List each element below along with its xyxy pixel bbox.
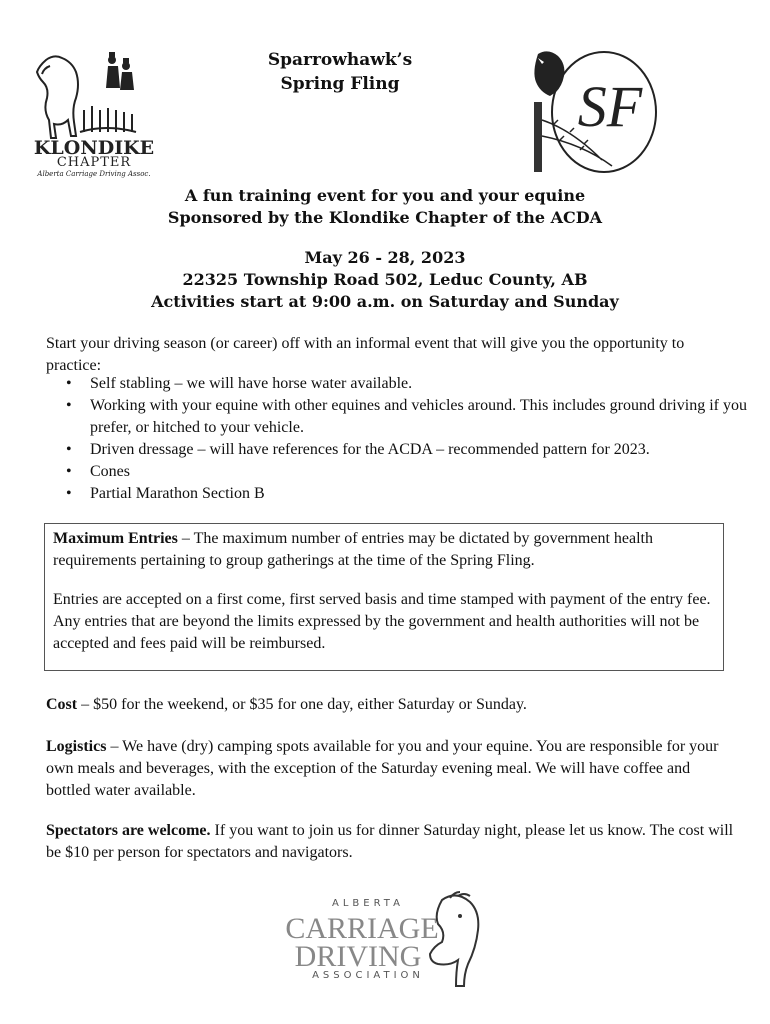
- event-title-line1: Sparrowhawk’s: [267, 50, 413, 70]
- entries-heading: Maximum Entries: [53, 530, 178, 547]
- entries-box: [44, 523, 724, 671]
- svg-text:SF: SF: [577, 74, 643, 139]
- list-item: • Cones: [90, 461, 770, 483]
- logistics-paragraph: Logistics – We have (dry) camping spots available for you and your equine. You are responsible for your own meals and beverages, with the exception of the Saturday evening meal. We will have coffee and bottled water available.: [46, 738, 719, 799]
- logistics-heading: Logistics: [46, 738, 107, 755]
- spectators-paragraph: Spectators are welcome. If you want to join us for dinner Saturday night, please let us know. The cost will be $10 per person for spectators and navigators.: [46, 822, 734, 861]
- event-start-time: Activities start at 9:00 a.m. on Saturday and Sunday: [151, 292, 619, 311]
- svg-text:DRIVING: DRIVING: [294, 940, 422, 973]
- subtitle-line2: Sponsored by the Klondike Chapter of the ACDA: [167, 208, 603, 227]
- event-title-line2: Spring Fling: [280, 74, 400, 94]
- acda-logo: [282, 880, 492, 990]
- svg-text:CARRIAGE: CARRIAGE: [285, 912, 439, 945]
- hawk-on-post-icon: [524, 40, 664, 180]
- svg-text:CHAPTER: CHAPTER: [56, 155, 132, 170]
- subtitle-line1: A fun training event for you and your equine: [184, 186, 586, 205]
- horse-carriage-icon: [24, 40, 164, 180]
- svg-text:ALBERTA: ALBERTA: [332, 898, 404, 909]
- svg-text:KLONDIKE: KLONDIKE: [33, 137, 155, 159]
- event-dates: May 26 - 28, 2023: [304, 248, 466, 267]
- sf-logo: [524, 40, 664, 180]
- svg-text:ASSOCIATION: ASSOCIATION: [312, 970, 424, 981]
- cost-heading: Cost: [46, 696, 78, 713]
- svg-text:Alberta Carriage Driving Assoc: Alberta Carriage Driving Assoc.: [37, 170, 151, 178]
- list-item: • Self stabling – we will have horse water available.: [90, 373, 770, 395]
- cost-paragraph: Cost – $50 for the weekend, or $35 for one day, either Saturday or Sunday.: [46, 696, 527, 713]
- spectators-heading: Spectators are welcome.: [46, 822, 211, 839]
- list-item: • Driven dressage – will have references for the ACDA – recommended pattern for 2023.: [90, 439, 770, 461]
- intro-paragraph: Start your driving season (or career) off with an informal event that will give you the opportunity to practice:: [46, 335, 685, 374]
- event-address: 22325 Township Road 502, Leduc County, AB: [182, 270, 588, 289]
- practice-list: [46, 373, 770, 505]
- event-title: [220, 48, 460, 96]
- entries-paragraph-1: Maximum Entries – The maximum number of entries may be dictated by government health requirements pertaining to group gatherings at the time of the Spring Fling.: [53, 530, 653, 569]
- list-item: • Working with your equine with other equines and vehicles around. This includes ground driving if you prefer, or hitched to your vehicle.: [90, 395, 770, 439]
- list-item: • Partial Marathon Section B: [90, 483, 770, 505]
- entries-paragraph-2: Entries are accepted on a first come, first served basis and time stamped with payment of the entry fee. Any entries that are beyond the limits expressed by the government and health authorities will not be accepted and fees paid will be reimbursed.: [53, 591, 711, 652]
- klondike-chapter-logo: [24, 40, 164, 180]
